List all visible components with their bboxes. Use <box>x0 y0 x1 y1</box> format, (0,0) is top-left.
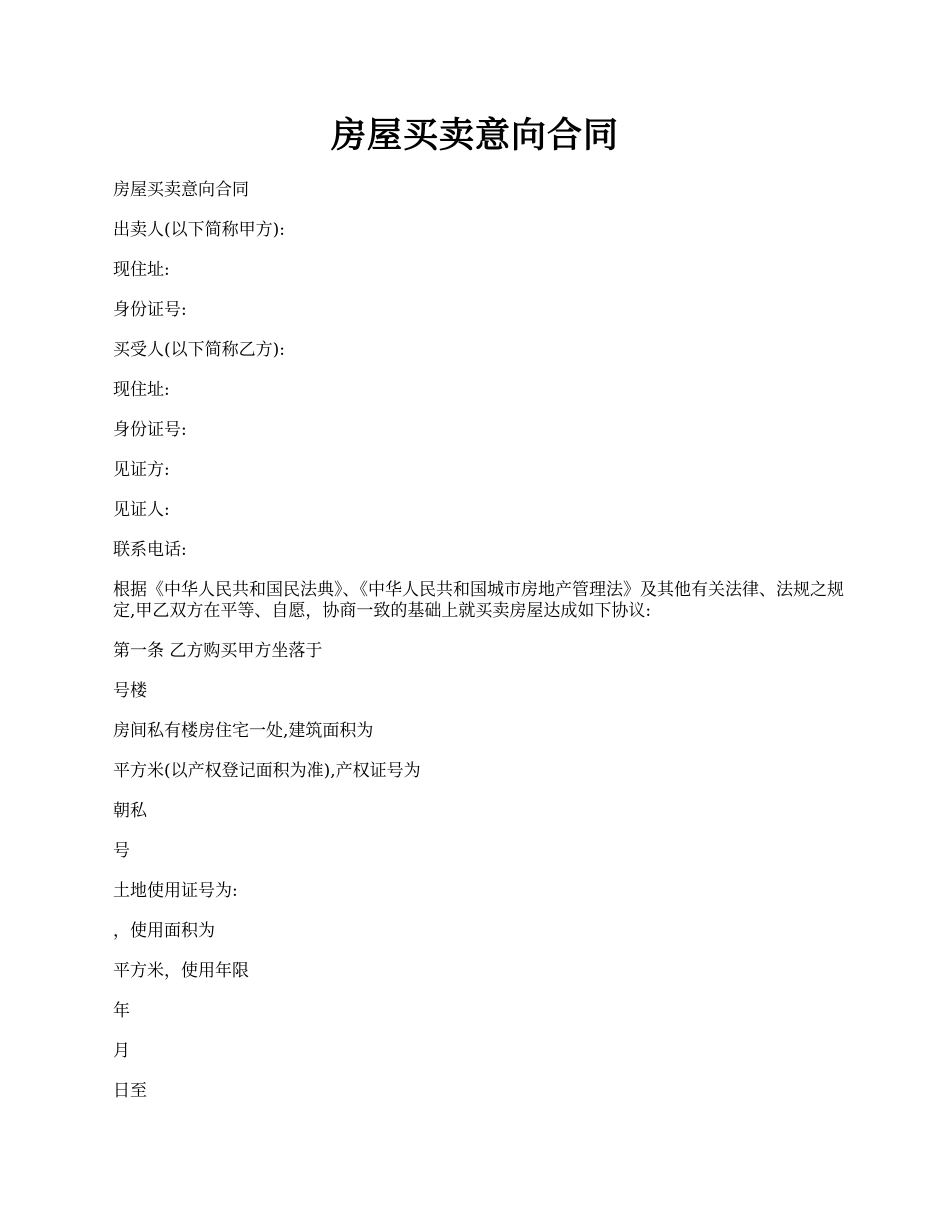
paragraph-seller-address: 现住址: <box>113 260 170 280</box>
paragraph-witness-person: 见证人: <box>113 500 170 520</box>
paragraph-buyer: 买受人(以下简称乙方): <box>113 340 285 360</box>
paragraph-month: 月 <box>113 1041 130 1061</box>
paragraph-year: 年 <box>113 1001 130 1021</box>
paragraph-witness-party: 见证方: <box>113 460 170 480</box>
paragraph-room-area: 房间私有楼房住宅一处,建筑面积为 <box>113 721 374 741</box>
paragraph-buyer-address: 现住址: <box>113 380 170 400</box>
paragraph-legal-basis: 根据《中华人民共和国民法典》、《中华人民共和国城市房地产管理法》及其他有关法律、法规之规定,甲乙双方在平等、自愿，协商一致的基础上就买卖房屋达成如下协议: <box>113 580 844 621</box>
paragraph-usage-term: 平方米，使用年限 <box>113 961 249 981</box>
document-body <box>113 180 863 1121</box>
paragraph-seller: 出卖人(以下简称甲方): <box>113 220 285 240</box>
paragraph-usable-area: ，使用面积为 <box>113 921 215 941</box>
paragraph-sqm-certificate: 平方米(以产权登记面积为准),产权证号为 <box>113 761 421 781</box>
paragraph-article-1: 第一条 乙方购买甲方坐落于 <box>113 641 323 661</box>
paragraph-phone: 联系电话: <box>113 540 187 560</box>
document-title: 房屋买卖意向合同 <box>330 115 619 156</box>
paragraph-day-to: 日至 <box>113 1081 147 1101</box>
paragraph-subtitle: 房屋买卖意向合同 <box>113 180 249 200</box>
paragraph-building-no: 号楼 <box>113 681 147 701</box>
paragraph-buyer-id: 身份证号: <box>113 420 187 440</box>
paragraph-seller-id: 身份证号: <box>113 300 187 320</box>
paragraph-chao-si: 朝私 <box>113 801 147 821</box>
paragraph-hao: 号 <box>113 841 130 861</box>
paragraph-land-certificate: 土地使用证号为: <box>113 881 238 901</box>
